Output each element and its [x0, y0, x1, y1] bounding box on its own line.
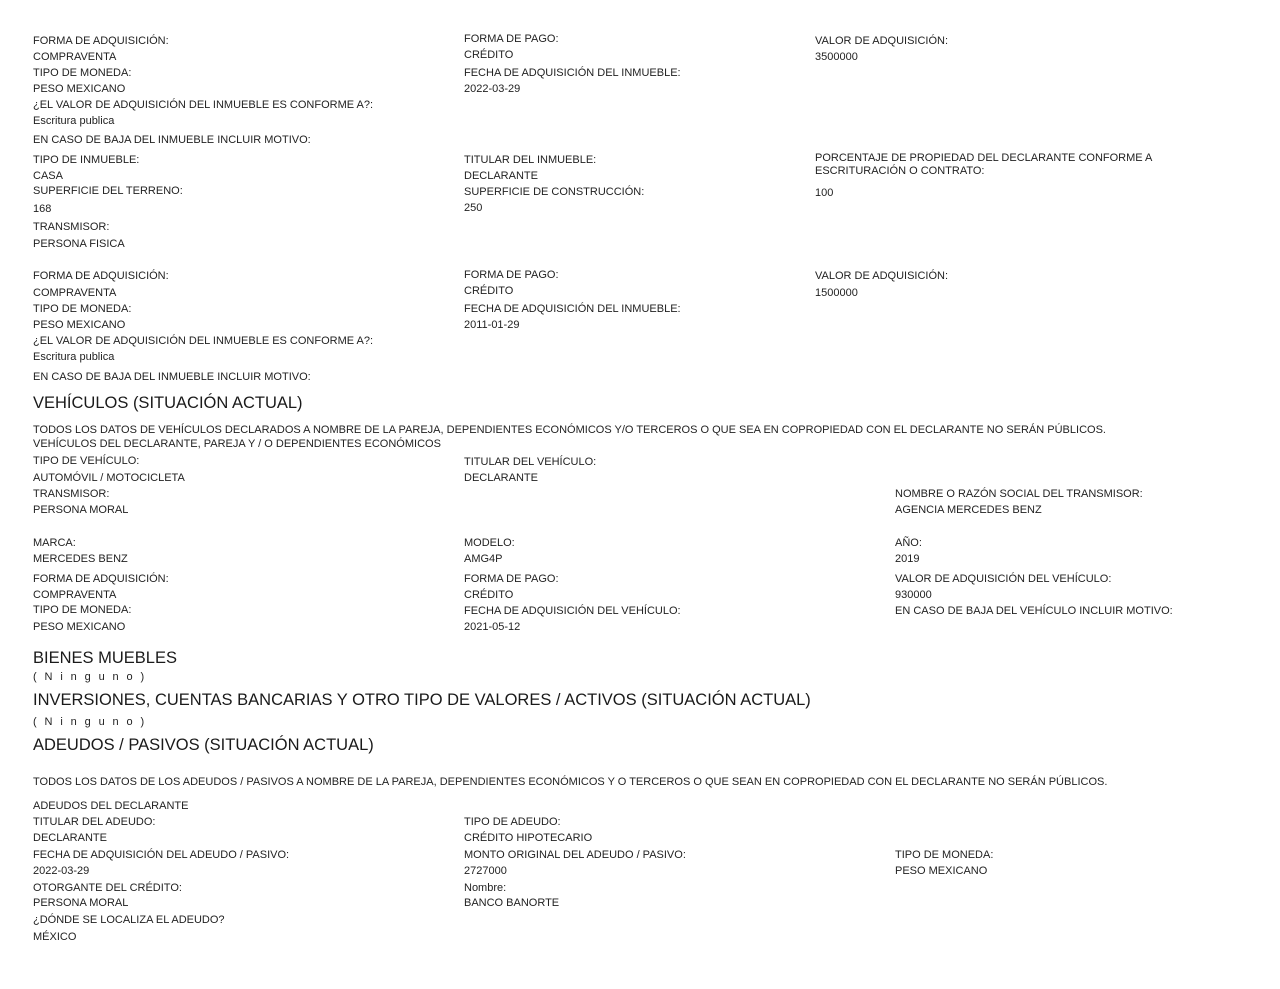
- tipo-inmueble-value: CASA: [33, 170, 63, 182]
- nombre-value: BANCO BANORTE: [464, 897, 560, 909]
- fecha-adquisicion-label: FECHA DE ADQUISICIÓN DEL INMUEBLE:: [464, 67, 681, 79]
- forma-pago-value: CRÉDITO: [464, 49, 514, 61]
- titular-inmueble-value: DECLARANTE: [464, 170, 538, 182]
- tipo-moneda-value: PESO MEXICANO: [895, 865, 988, 877]
- tipo-moneda-value: PESO MEXICANO: [33, 319, 126, 331]
- fecha-adeudo-label: FECHA DE ADQUISICIÓN DEL ADEUDO / PASIVO:: [33, 849, 290, 861]
- titular-inmueble-label: TITULAR DEL INMUEBLE:: [464, 154, 597, 166]
- anio-value: 2019: [895, 553, 920, 565]
- marca-label: MARCA:: [33, 537, 76, 549]
- conforme-label: ¿EL VALOR DE ADQUISICIÓN DEL INMUEBLE ES CONFORME A?:: [33, 99, 374, 111]
- valor-adquisicion-value: 3500000: [815, 51, 858, 63]
- forma-pago-value: CRÉDITO: [464, 589, 514, 601]
- valor-adquisicion-label: VALOR DE ADQUISICIÓN:: [815, 35, 949, 47]
- nombre-label: Nombre:: [464, 882, 507, 894]
- adeudos-subheading: ADEUDOS DEL DECLARANTE: [33, 800, 189, 812]
- superficie-construccion-value: 250: [464, 202, 483, 214]
- transmisor-value: PERSONA FISICA: [33, 238, 125, 250]
- monto-adeudo-label: MONTO ORIGINAL DEL ADEUDO / PASIVO:: [464, 849, 686, 861]
- tipo-moneda-label: TIPO DE MONEDA:: [33, 303, 132, 315]
- tipo-moneda-label: TIPO DE MONEDA:: [33, 604, 132, 616]
- tipo-inmueble-label: TIPO DE INMUEBLE:: [33, 154, 140, 166]
- bienes-muebles-empty: ( N i n g u n o ): [33, 671, 147, 683]
- superficie-terreno-value: 168: [33, 203, 52, 215]
- porcentaje-propiedad-label: PORCENTAJE DE PROPIEDAD DEL DECLARANTE CONFORME A ESCRITURACIÓN O CONTRATO:: [815, 152, 1152, 177]
- titular-adeudo-label: TITULAR DEL ADEUDO:: [33, 816, 156, 828]
- transmisor-label: TRANSMISOR:: [33, 221, 110, 233]
- fecha-adquisicion-value: 2011-01-29: [464, 319, 520, 331]
- valor-vehiculo-value: 930000: [895, 589, 932, 601]
- titular-adeudo-value: DECLARANTE: [33, 832, 107, 844]
- fecha-adquisicion-label: FECHA DE ADQUISICIÓN DEL INMUEBLE:: [464, 303, 681, 315]
- titular-vehiculo-label: TITULAR DEL VEHÍCULO:: [464, 456, 597, 468]
- forma-adquisicion-value: COMPRAVENTA: [33, 589, 117, 601]
- modelo-label: MODELO:: [464, 537, 515, 549]
- baja-motivo-label: EN CASO DE BAJA DEL INMUEBLE INCLUIR MOTIVO:: [33, 134, 311, 146]
- forma-pago-value: CRÉDITO: [464, 285, 514, 297]
- adeudos-heading: ADEUDOS / PASIVOS (SITUACIÓN ACTUAL): [33, 736, 374, 754]
- forma-pago-label: FORMA DE PAGO:: [464, 573, 559, 585]
- modelo-value: AMG4P: [464, 553, 503, 565]
- tipo-moneda-label: TIPO DE MONEDA:: [33, 67, 132, 79]
- forma-adquisicion-value: COMPRAVENTA: [33, 51, 117, 63]
- forma-adquisicion-label: FORMA DE ADQUISICIÓN:: [33, 573, 169, 585]
- forma-adquisicion-value: COMPRAVENTA: [33, 287, 117, 299]
- fecha-adeudo-value: 2022-03-29: [33, 865, 90, 877]
- tipo-adeudo-value: CRÉDITO HIPOTECARIO: [464, 832, 593, 844]
- vehiculos-subheading: VEHÍCULOS DEL DECLARANTE, PAREJA Y / O DEPENDIENTES ECONÓMICOS: [33, 438, 441, 450]
- forma-pago-label: FORMA DE PAGO:: [464, 33, 559, 45]
- baja-motivo-label: EN CASO DE BAJA DEL INMUEBLE INCLUIR MOTIVO:: [33, 371, 311, 383]
- monto-adeudo-value: 2727000: [464, 865, 507, 877]
- conforme-value: Escritura publica: [33, 115, 115, 127]
- valor-adquisicion-value: 1500000: [815, 287, 858, 299]
- fecha-adquisicion-value: 2022-03-29: [464, 83, 521, 95]
- forma-adquisicion-label: FORMA DE ADQUISICIÓN:: [33, 35, 169, 47]
- transmisor-value: PERSONA MORAL: [33, 504, 129, 516]
- fecha-vehiculo-value: 2021-05-12: [464, 621, 521, 633]
- anio-label: AÑO:: [895, 537, 922, 549]
- inversiones-empty: ( N i n g u n o ): [33, 716, 147, 728]
- superficie-terreno-label: SUPERFICIE DEL TERRENO:: [33, 185, 183, 197]
- adeudos-notice: TODOS LOS DATOS DE LOS ADEUDOS / PASIVOS A NOMBRE DE LA PAREJA, DEPENDIENTES ECONÓMICOS Y O TERCEROS O QUE SEAN EN COPROPIEDAD CON EL DECLARANTE NO SERÁN PÚBLICOS.: [33, 776, 1108, 788]
- tipo-vehiculo-label: TIPO DE VEHÍCULO:: [33, 455, 140, 467]
- tipo-moneda-value: PESO MEXICANO: [33, 83, 126, 95]
- razon-social-value: AGENCIA MERCEDES BENZ: [895, 504, 1042, 516]
- fecha-vehiculo-label: FECHA DE ADQUISICIÓN DEL VEHÍCULO:: [464, 605, 681, 617]
- tipo-vehiculo-value: AUTOMÓVIL / MOTOCICLETA: [33, 472, 185, 484]
- valor-vehiculo-label: VALOR DE ADQUISICIÓN DEL VEHÍCULO:: [895, 573, 1112, 585]
- tipo-moneda-label: TIPO DE MONEDA:: [895, 849, 994, 861]
- tipo-adeudo-label: TIPO DE ADEUDO:: [464, 816, 561, 828]
- superficie-construccion-label: SUPERFICIE DE CONSTRUCCIÓN:: [464, 186, 645, 198]
- porcentaje-propiedad-value: 100: [815, 187, 834, 199]
- vehiculos-notice: TODOS LOS DATOS DE VEHÍCULOS DECLARADOS A NOMBRE DE LA PAREJA, DEPENDIENTES ECONÓMICOS Y/O TERCEROS O QUE SEA EN COPROPIEDAD CON EL DECLARANTE NO SERÁN PÚBLICOS.: [33, 424, 1106, 436]
- forma-pago-label: FORMA DE PAGO:: [464, 269, 559, 281]
- titular-vehiculo-value: DECLARANTE: [464, 472, 538, 484]
- localiza-adeudo-value: MÉXICO: [33, 931, 77, 943]
- razon-social-label: NOMBRE O RAZÓN SOCIAL DEL TRANSMISOR:: [895, 488, 1143, 500]
- inversiones-heading: INVERSIONES, CUENTAS BANCARIAS Y OTRO TIPO DE VALORES / ACTIVOS (SITUACIÓN ACTUAL): [33, 691, 811, 709]
- otorgante-value: PERSONA MORAL: [33, 897, 129, 909]
- baja-vehiculo-label: EN CASO DE BAJA DEL VEHÍCULO INCLUIR MOTIVO:: [895, 605, 1173, 617]
- valor-adquisicion-label: VALOR DE ADQUISICIÓN:: [815, 270, 949, 282]
- localiza-adeudo-label: ¿DÓNDE SE LOCALIZA EL ADEUDO?: [33, 914, 225, 926]
- conforme-value: Escritura publica: [33, 351, 115, 363]
- forma-adquisicion-label: FORMA DE ADQUISICIÓN:: [33, 270, 169, 282]
- transmisor-label: TRANSMISOR:: [33, 488, 110, 500]
- vehiculos-heading: VEHÍCULOS (SITUACIÓN ACTUAL): [33, 394, 303, 412]
- tipo-moneda-value: PESO MEXICANO: [33, 621, 126, 633]
- bienes-muebles-heading: BIENES MUEBLES: [33, 649, 177, 667]
- conforme-label: ¿EL VALOR DE ADQUISICIÓN DEL INMUEBLE ES CONFORME A?:: [33, 335, 374, 347]
- marca-value: MERCEDES BENZ: [33, 553, 128, 565]
- otorgante-label: OTORGANTE DEL CRÉDITO:: [33, 882, 182, 894]
